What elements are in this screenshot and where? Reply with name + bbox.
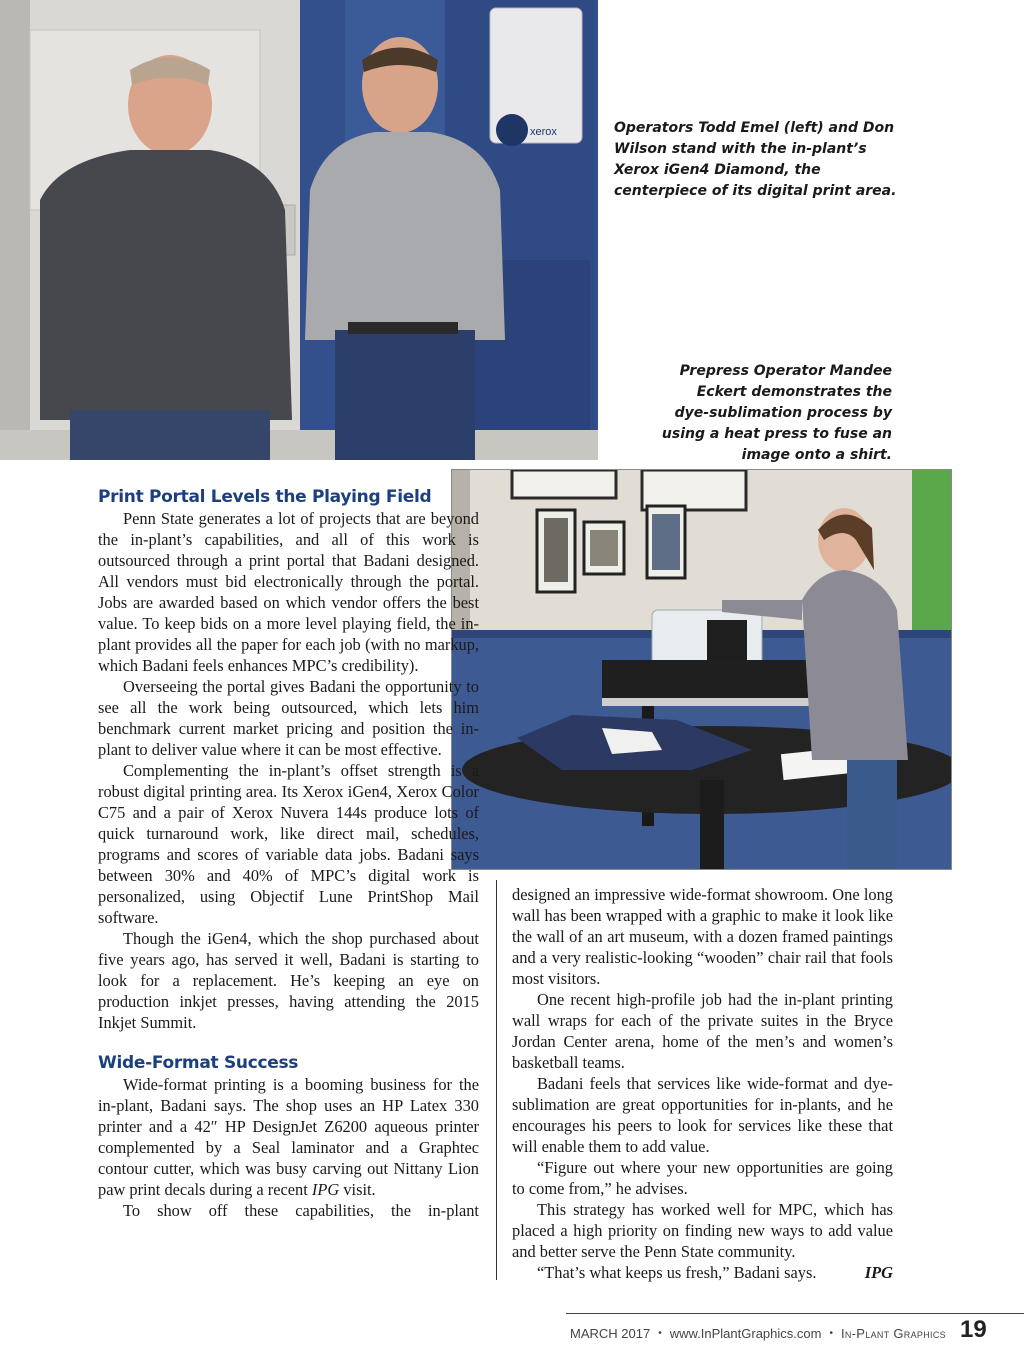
paragraph: Badani feels that services like wide-format and dye-sublimation are great opportunities for in-plants, and he encourages his peers to look for services like these that will enable them to add value. bbox=[512, 1074, 893, 1156]
footer-issue: MARCH 2017 bbox=[570, 1325, 651, 1341]
paragraph: Penn State generates a lot of projects that are beyond the in-plant’s capabilities, and all of this work is outsourced through a print portal that Badani designed. All vendors must bid electronically through the portal. Jobs are awarded based on which vendor offers the best value. To keep bids on a more level playing field, the in-plant provides all the paper for each job (with no markup, which Badani feels enhances MPC’s credibility). bbox=[98, 509, 479, 675]
paragraph: One recent high-profile job had the in-plant printing wall wraps for each of the private suites in the Bryce Jordan Center arena, home of the men’s and women’s basketball teams. bbox=[512, 990, 893, 1072]
heading-print-portal: Print Portal Levels the Playing Field bbox=[98, 487, 432, 507]
paragraph-text: visit. bbox=[339, 1180, 376, 1199]
photo-dye-sublimation bbox=[451, 469, 952, 870]
ipg-signature: IPG bbox=[864, 1263, 893, 1282]
paragraph-continued-start: To show off these capabilities, the in-plant bbox=[123, 1201, 479, 1220]
closing-quote: “That’s what keeps us fresh,” Badani says. bbox=[537, 1263, 817, 1282]
footer-publication: In-Plant Graphics bbox=[840, 1325, 946, 1341]
paragraph: Complementing the in-plant’s offset strength is a robust digital printing area. Its Xerox iGen4, Xerox Color C75 and a pair of Xerox Nuvera 144s produce lots of quick turnaround work, like direct mail, schedules, programs and scores of variable data jobs. Badani says between 30% and 40% of MPC’s digital work is personalized, using Objectif Lune PrintShop Mail software. bbox=[98, 761, 479, 927]
paragraph: Though the iGen4, which the shop purchased about five years ago, has served it well, Badani is starting to look for a replacement. He’s keeping an eye on production inkjet presses, having attending the 2015 Inkjet Summit. bbox=[98, 929, 479, 1032]
bullet-separator: • bbox=[658, 1327, 662, 1339]
closing-paragraph bbox=[512, 1262, 893, 1283]
footer-rule bbox=[566, 1313, 1024, 1314]
bullet-separator: • bbox=[829, 1327, 833, 1339]
paragraph: Overseeing the portal gives Badani the opportunity to see all the work being outsourced, which lets him benchmark current market pricing and position the in-plant to deliver value where it can be most effective. bbox=[98, 677, 479, 759]
photo-operators-with-press bbox=[0, 0, 598, 460]
photo-dye-sublimation-illustration bbox=[452, 470, 951, 869]
paragraph: This strategy has worked well for MPC, which has placed a high priority on finding new ways to add value and better serve the Penn State community. bbox=[512, 1200, 893, 1261]
paragraph-text: Wide-format printing is a booming business for the in-plant, Badani says. The shop uses an HP Latex 330 printer and a 42″ HP DesignJet Z6200 aqueous printer complemented by a Seal laminator and a Graphtec contour cutter, which was busy carving out Nittany Lion paw print decals during a recent bbox=[98, 1075, 479, 1199]
heading-wide-format: Wide-Format Success bbox=[98, 1053, 299, 1073]
caption-dye-sublimation: Prepress Operator Mandee Eckert demonstrates the dye-sublimation process by using a heat press to fuse an image onto a shirt. bbox=[661, 363, 892, 463]
photo-operators-illustration bbox=[0, 0, 598, 460]
paragraph bbox=[98, 1074, 479, 1200]
page-footer bbox=[570, 1320, 990, 1346]
caption-operators: Operators Todd Emel (left) and Don Wilson stand with the in-plant’s Xerox iGen4 Diamond, the centerpiece of its digital print area. bbox=[614, 120, 897, 199]
paragraph: “Figure out where your new opportunities are going to come from,” he advises. bbox=[512, 1158, 893, 1198]
left-column bbox=[98, 486, 479, 1221]
paragraph-continued: designed an impressive wide-format showroom. One long wall has been wrapped with a graphic to make it look like the wall of an art museum, with a dozen framed paintings and a very realistic-looking “wooden” chair rail that fools most visitors. bbox=[512, 885, 893, 988]
page-number: 19 bbox=[960, 1316, 987, 1343]
italic-ipg: IPG bbox=[311, 1180, 340, 1199]
footer-website[interactable]: www.InPlantGraphics.com bbox=[669, 1325, 822, 1341]
right-column bbox=[512, 884, 893, 1283]
column-divider bbox=[496, 880, 497, 1280]
press-brand-logo: xerox bbox=[530, 126, 557, 138]
